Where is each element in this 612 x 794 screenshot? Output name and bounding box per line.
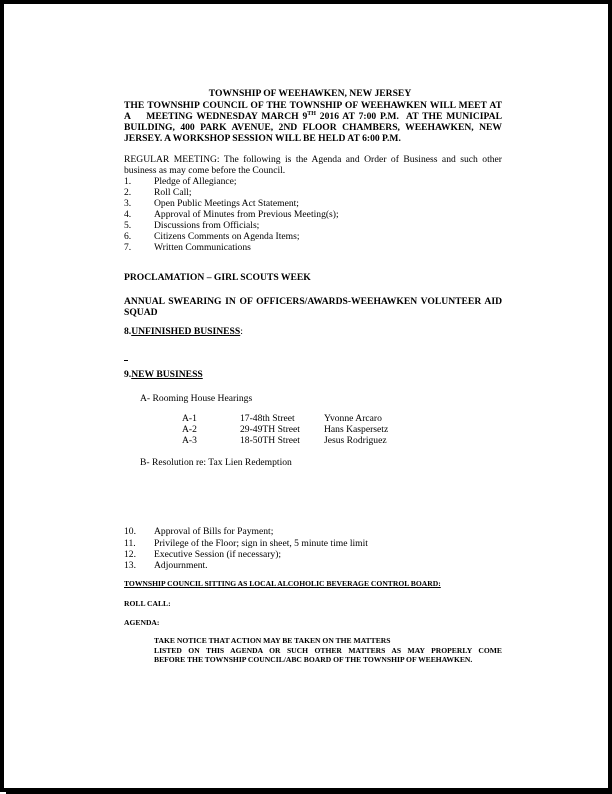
agenda-item-number: 2. xyxy=(124,187,132,198)
swearing-line: SQUAD xyxy=(124,307,158,318)
agenda-item-number: 6. xyxy=(124,231,132,242)
section-number: 9. xyxy=(124,369,132,380)
regular-line: business as may come before the Council. xyxy=(124,165,286,176)
section-number: 8. xyxy=(124,326,132,337)
hearing-address: 29-49TH Street xyxy=(240,424,300,435)
agenda-label: AGENDA: xyxy=(124,618,160,627)
take-notice-line: TAKE NOTICE THAT ACTION MAY BE TAKEN ON THE MATTERS xyxy=(154,636,391,645)
agenda-item-number: 4. xyxy=(124,209,132,220)
hearing-address: 18-50TH Street xyxy=(240,435,300,446)
new-business-heading xyxy=(124,369,203,380)
hearing-name: Jesus Rodriguez xyxy=(324,435,387,446)
agenda-item-text: Open Public Meetings Act Statement; xyxy=(154,198,299,209)
hearing-address: 17-48th Street xyxy=(240,413,295,424)
agenda-item-text: Approval of Bills for Payment; xyxy=(154,526,274,537)
notice-line: THE TOWNSHIP COUNCIL OF THE TOWNSHIP OF WEEHAWKEN WILL MEET AT xyxy=(124,100,502,111)
section-label: NEW BUSINESS xyxy=(131,369,203,380)
hearing-name: Yvonne Arcaro xyxy=(324,413,382,424)
agenda-item-number: 10. xyxy=(124,526,136,537)
hearing-id: A-2 xyxy=(182,424,197,435)
agenda-item-text: Privilege of the Floor; sign in sheet, 5 minute time limit xyxy=(154,538,368,549)
agenda-item-text: Discussions from Officials; xyxy=(154,220,260,231)
agenda-item-text: Pledge of Allegiance; xyxy=(154,176,237,187)
regular-line: REGULAR MEETING: The following is the Agenda and Order of Business and such other xyxy=(124,154,502,165)
agenda-item-number: 5. xyxy=(124,220,132,231)
section-suffix: : xyxy=(240,326,243,337)
abc-board-heading: TOWNSHIP COUNCIL SITTING AS LOCAL ALCOHOLIC BEVERAGE CONTROL BOARD: xyxy=(124,579,441,588)
section-label: UNFINISHED BUSINESS xyxy=(131,326,241,337)
notice-line: JERSEY. A WORKSHOP SESSION WILL BE HELD AT 6:00 P.M. xyxy=(124,133,401,144)
agenda-item-text: Citizens Comments on Agenda Items; xyxy=(154,231,300,242)
agenda-item-text: Executive Session (if necessary); xyxy=(154,549,282,560)
regular-meeting-intro xyxy=(124,154,502,176)
agenda-item-number: 3. xyxy=(124,198,132,209)
unfinished-business-heading xyxy=(124,326,243,337)
notice-line: BUILDING, 400 PARK AVENUE, 2ND FLOOR CHAMBERS, WEEHAWKEN, NEW xyxy=(124,122,502,133)
agenda-item-number: 1. xyxy=(124,176,132,187)
agenda-item-number: 13. xyxy=(124,560,136,571)
take-notice-block xyxy=(154,636,502,665)
rooming-house-heading: A- Rooming House Hearings xyxy=(140,393,253,404)
meeting-notice xyxy=(124,100,502,144)
tax-lien-heading: B- Resolution re: Tax Lien Redemption xyxy=(140,457,292,468)
take-notice-line: LISTED ON THIS AGENDA OR SUCH OTHER MATTERS AS MAY PROPERLY COME xyxy=(154,645,502,655)
hearing-name: Hans Kaspersetz xyxy=(324,424,389,435)
hearing-id: A-1 xyxy=(182,413,197,424)
agenda-item-text: Adjournment. xyxy=(154,560,208,571)
proclamation-heading: PROCLAMATION – GIRL SCOUTS WEEK xyxy=(124,272,311,283)
agenda-item-text: Approval of Minutes from Previous Meeting(s); xyxy=(154,209,339,220)
agenda-item-text: Written Communications xyxy=(154,242,251,253)
agenda-item-number: 11. xyxy=(124,538,136,549)
notice-line: A MEETING WEDNESDAY MARCH 9TH 2016 AT 7:00 P.M. AT THE MUNICIPAL xyxy=(124,110,503,122)
swearing-in-heading xyxy=(124,296,502,318)
roll-call-label: ROLL CALL: xyxy=(124,599,171,608)
take-notice-line: BEFORE THE TOWNSHIP COUNCIL/ABC BOARD OF THE TOWNSHIP OF WEEHAWKEN. xyxy=(154,655,473,665)
document-heading: TOWNSHIP OF WEEHAWKEN, NEW JERSEY xyxy=(208,88,412,99)
agenda-item-number: 12. xyxy=(124,549,136,560)
hearing-id: A-3 xyxy=(182,435,197,446)
agenda-item-text: Roll Call; xyxy=(154,187,192,198)
stray-mark xyxy=(124,360,128,361)
agenda-item-number: 7. xyxy=(124,242,132,253)
swearing-line: ANNUAL SWEARING IN OF OFFICERS/AWARDS-WEEHAWKEN VOLUNTEER AID xyxy=(124,296,502,307)
